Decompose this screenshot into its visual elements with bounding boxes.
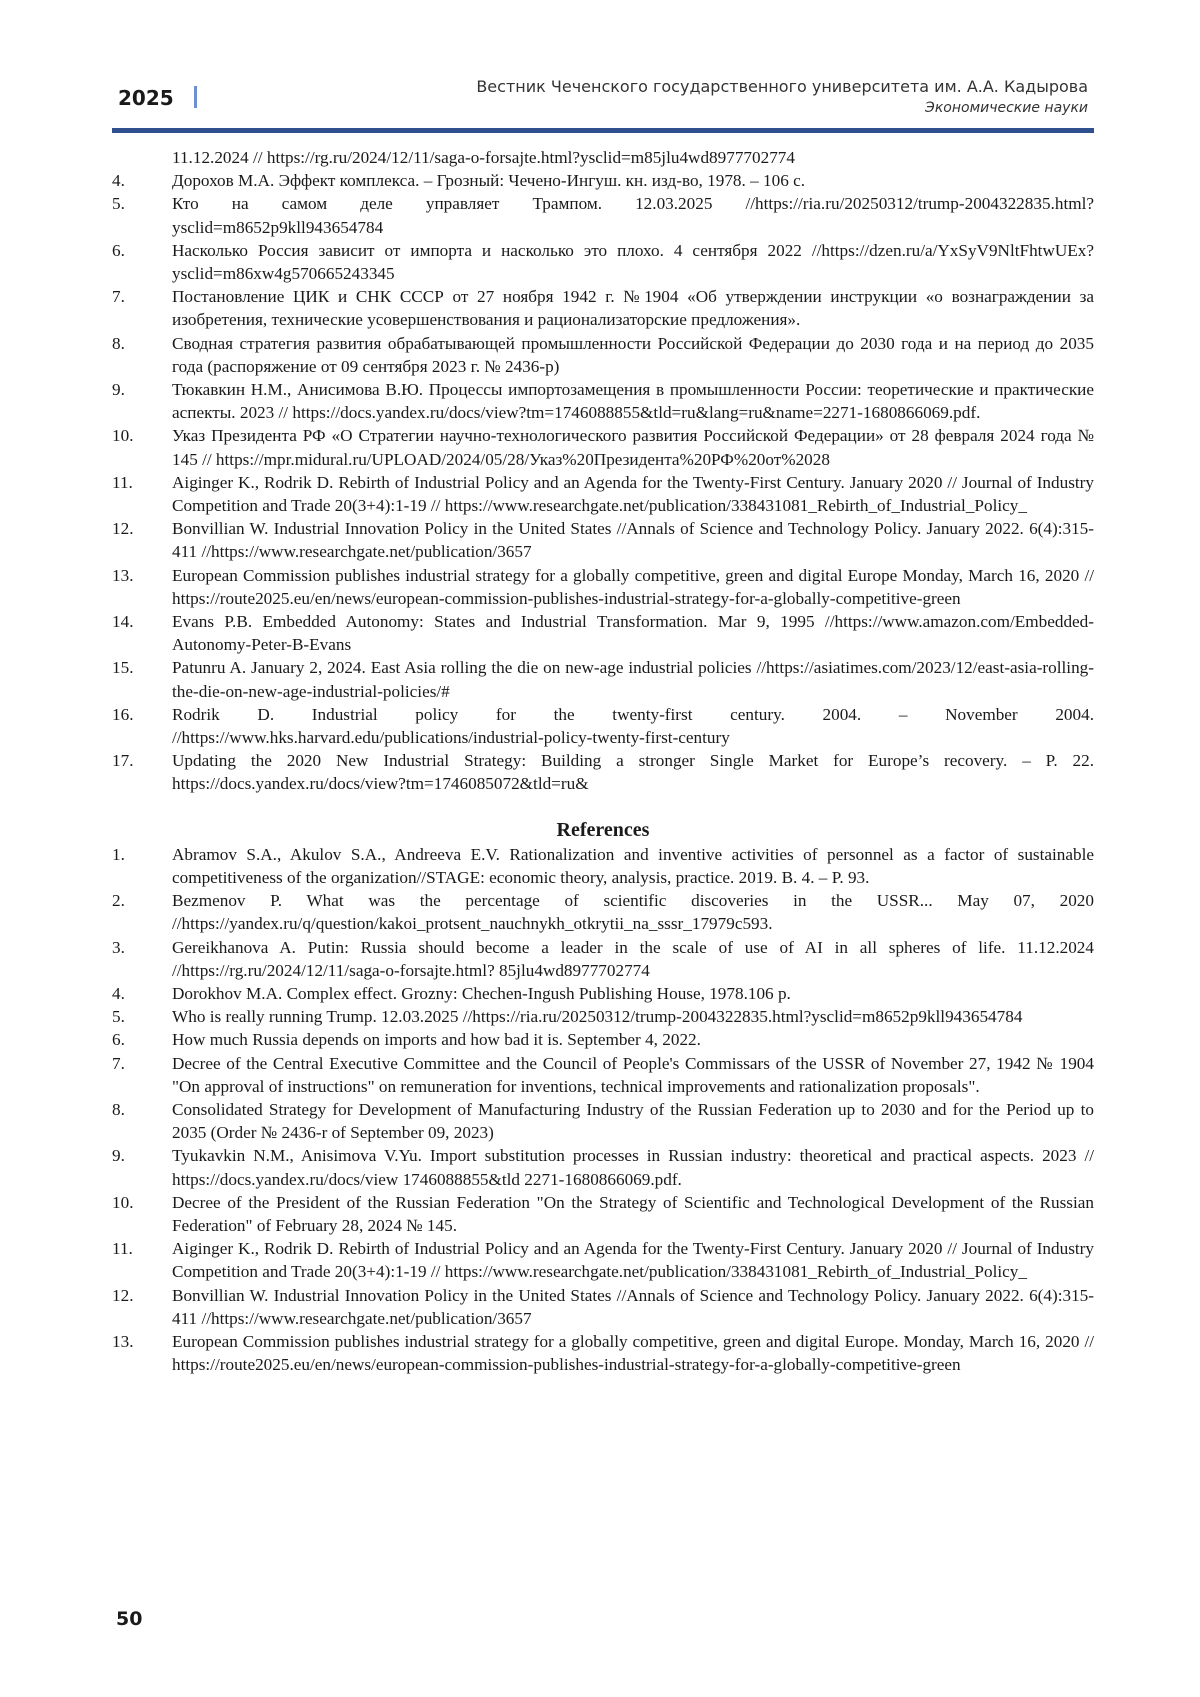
literature-item [112,332,1094,378]
reference-text: Aiginger K., Rodrik D. Rebirth of Industrial Policy and an Agenda for the Twenty-First Century. January 2020 // Journal of Industry Competition and Trade 20(3+4):1-19 // https://www.researchgate.net/publication/338431081_Rebirth_of_Industrial_Policy_ [172,471,1094,517]
literature-item [112,192,1094,238]
reference-text: Указ Президента РФ «О Стратегии научно-технологического развития Российской Федерации» от 28 февраля 2024 года № 145 // https://mpr.midural.ru/UPLOAD/2024/05/28/Указ%20Президента%20РФ%20от%2028 [172,424,1094,470]
references-heading: References [112,818,1094,842]
reference-number: 5. [112,1005,172,1028]
reference-text: Aiginger K., Rodrik D. Rebirth of Industrial Policy and an Agenda for the Twenty-First Century. January 2020 // Journal of Industry Competition and Trade 20(3+4):1-19 // https://www.researchgate.net/publication/338431081_Rebirth_of_Industrial_Policy_ [172,1237,1094,1283]
reference-text: Abramov S.A., Akulov S.A., Andreeva E.V. Rationalization and inventive activities of personnel as a factor of sustainable competitiveness of the organization//STAGE: economic theory, analysis, practice. 2019. B. 4. – P. 93. [172,843,1094,889]
reference-number: 7. [112,1052,172,1098]
literature-item [112,378,1094,424]
reference-number: 16. [112,703,172,749]
reference-text: Дорохов М.А. Эффект комплекса. – Грозный: Чечено-Ингуш. кн. изд-во, 1978. – 106 с. [172,169,1094,192]
reference-number: 6. [112,239,172,285]
reference-item [112,1330,1094,1376]
reference-number: 15. [112,656,172,702]
reference-item [112,1284,1094,1330]
reference-text: Сводная стратегия развития обрабатывающей промышленности Российской Федерации до 2030 года и на период до 2035 года (распоряжение от 09 сентября 2023 г. № 2436-р) [172,332,1094,378]
reference-number: 7. [112,285,172,331]
reference-text: Who is really running Trump. 12.03.2025 //https://ria.ru/20250312/trump-2004322835.html?ysclid=m8652p9kll943654784 [172,1005,1094,1028]
literature-item [112,564,1094,610]
literature-item [112,169,1094,192]
year-divider [194,86,197,108]
reference-text: How much Russia depends on imports and how bad it is. September 4, 2022. [172,1028,1094,1051]
reference-item [112,1052,1094,1098]
reference-item [112,1028,1094,1051]
reference-number: 3. [112,936,172,982]
page-number: 50 [116,1608,142,1630]
journal-title: Вестник Чеченского государственного университета им. А.А. Кадырова [476,76,1088,98]
reference-text: Тюкавкин Н.М., Анисимова В.Ю. Процессы импортозамещения в промышленности России: теоретические и практические аспекты. 2023 // https://docs.yandex.ru/docs/view?tm=1746088855&tld=ru&lang=ru&name=2271-1680866069.pdf. [172,378,1094,424]
reference-number: 10. [112,1191,172,1237]
reference-text: Tyukavkin N.M., Anisimova V.Yu. Import substitution processes in Russian industry: theoretical and practical aspects. 2023 // https://docs.yandex.ru/docs/view 1746088855&tld 2271-1680866069.pdf. [172,1144,1094,1190]
literature-item [112,656,1094,702]
literature-list [112,169,1094,795]
reference-item [112,1144,1094,1190]
reference-number: 14. [112,610,172,656]
reference-number: 11. [112,1237,172,1283]
reference-text: Bonvillian W. Industrial Innovation Policy in the United States //Annals of Science and Technology Policy. January 2022. 6(4):315-411 //https://www.researchgate.net/publication/3657 [172,1284,1094,1330]
journal-year: 2025 [118,86,174,110]
literature-item [112,424,1094,470]
journal-info [476,76,1088,118]
reference-number: 10. [112,424,172,470]
reference-text: Decree of the President of the Russian Federation "On the Strategy of Scientific and Technological Development of the Russian Federation" of February 28, 2024 № 145. [172,1191,1094,1237]
reference-number: 13. [112,1330,172,1376]
reference-continuation: 11.12.2024 // https://rg.ru/2024/12/11/saga-o-forsajte.html?ysclid=m85jlu4wd8977702774 [112,146,1094,169]
reference-text: Rodrik D. Industrial policy for the twenty-first century. 2004. – November 2004. //https://www.hks.harvard.edu/publications/industrial-policy-twenty-first-century [172,703,1094,749]
reference-item [112,1191,1094,1237]
reference-number: 4. [112,169,172,192]
literature-item [112,610,1094,656]
reference-number: 8. [112,332,172,378]
reference-number: 17. [112,749,172,795]
literature-item [112,239,1094,285]
reference-text: Updating the 2020 New Industrial Strategy: Building a stronger Single Market for Europe’s recovery. – P. 22. https://docs.yandex.ru/docs/view?tm=1746085072&tld=ru& [172,749,1094,795]
reference-text: Постановление ЦИК и СНК СССР от 27 ноября 1942 г. №1904 «Об утверждении инструкции «о вознаграждении за изобретения, технические усовершенствования и рационализаторские предложения». [172,285,1094,331]
reference-item [112,982,1094,1005]
reference-text: Decree of the Central Executive Committee and the Council of People's Commissars of the USSR of November 27, 1942 № 1904 "On approval of instructions" on remuneration for inventions, technical improvements and rationalization proposals". [172,1052,1094,1098]
bibliography [112,146,1094,1376]
reference-text: Consolidated Strategy for Development of Manufacturing Industry of the Russian Federation up to 2030 and for the Period up to 2035 (Order № 2436-r of September 09, 2023) [172,1098,1094,1144]
reference-text: Evans P.B. Embedded Autonomy: States and Industrial Transformation. Mar 9, 1995 //https://www.amazon.com/Embedded-Autonomy-Peter-B-Evans [172,610,1094,656]
reference-text: Bezmenov P. What was the percentage of scientific discoveries in the USSR... May 07, 2020 //https://yandex.ru/q/question/kakoi_protsent_nauchnykh_otkrytii_na_sssr_17979c593. [172,889,1094,935]
reference-item [112,1005,1094,1028]
literature-item [112,517,1094,563]
references-list [112,843,1094,1377]
reference-number: 1. [112,843,172,889]
literature-item [112,471,1094,517]
reference-text: European Commission publishes industrial strategy for a globally competitive, green and digital Europe Monday, March 16, 2020 // https://route2025.eu/en/news/european-commission-publishes-industrial-strategy-for-a-globally-competitive-green [172,564,1094,610]
reference-text: Patunru A. January 2, 2024. East Asia rolling the die on new-age industrial policies //https://asiatimes.com/2023/12/east-asia-rolling-the-die-on-new-age-industrial-policies/# [172,656,1094,702]
reference-number: 9. [112,1144,172,1190]
reference-item [112,843,1094,889]
reference-number: 9. [112,378,172,424]
reference-number: 6. [112,1028,172,1051]
page-header [112,72,1094,136]
reference-text: Кто на самом деле управляет Трампом. 12.03.2025 //https://ria.ru/20250312/trump-2004322835.html?ysclid=m8652p9kll943654784 [172,192,1094,238]
reference-text: Насколько Россия зависит от импорта и насколько это плохо. 4 сентября 2022 //https://dzen.ru/a/YxSyV9NltFhtwUEx?ysclid=m86xw4g570665243345 [172,239,1094,285]
reference-text: European Commission publishes industrial strategy for a globally competitive, green and digital Europe. Monday, March 16, 2020 // https://route2025.eu/en/news/european-commission-publishes-industrial-strategy-for-a-globally-competitive-green [172,1330,1094,1376]
reference-item [112,936,1094,982]
reference-item [112,889,1094,935]
literature-item [112,703,1094,749]
reference-number: 8. [112,1098,172,1144]
reference-number: 11. [112,471,172,517]
reference-item [112,1098,1094,1144]
header-rule [112,128,1094,133]
reference-item [112,1237,1094,1283]
reference-text: Bonvillian W. Industrial Innovation Policy in the United States //Annals of Science and Technology Policy. January 2022. 6(4):315-411 //https://www.researchgate.net/publication/3657 [172,517,1094,563]
reference-text: Dorokhov M.A. Complex effect. Grozny: Chechen-Ingush Publishing House, 1978.106 p. [172,982,1094,1005]
reference-number: 12. [112,517,172,563]
reference-number: 12. [112,1284,172,1330]
literature-item [112,285,1094,331]
reference-number: 5. [112,192,172,238]
journal-section: Экономические науки [476,98,1088,118]
reference-text: Gereikhanova A. Putin: Russia should become a leader in the scale of use of AI in all spheres of life. 11.12.2024 //https://rg.ru/2024/12/11/saga-o-forsajte.html? 85jlu4wd8977702774 [172,936,1094,982]
reference-number: 4. [112,982,172,1005]
literature-item [112,749,1094,795]
reference-number: 2. [112,889,172,935]
reference-number: 13. [112,564,172,610]
